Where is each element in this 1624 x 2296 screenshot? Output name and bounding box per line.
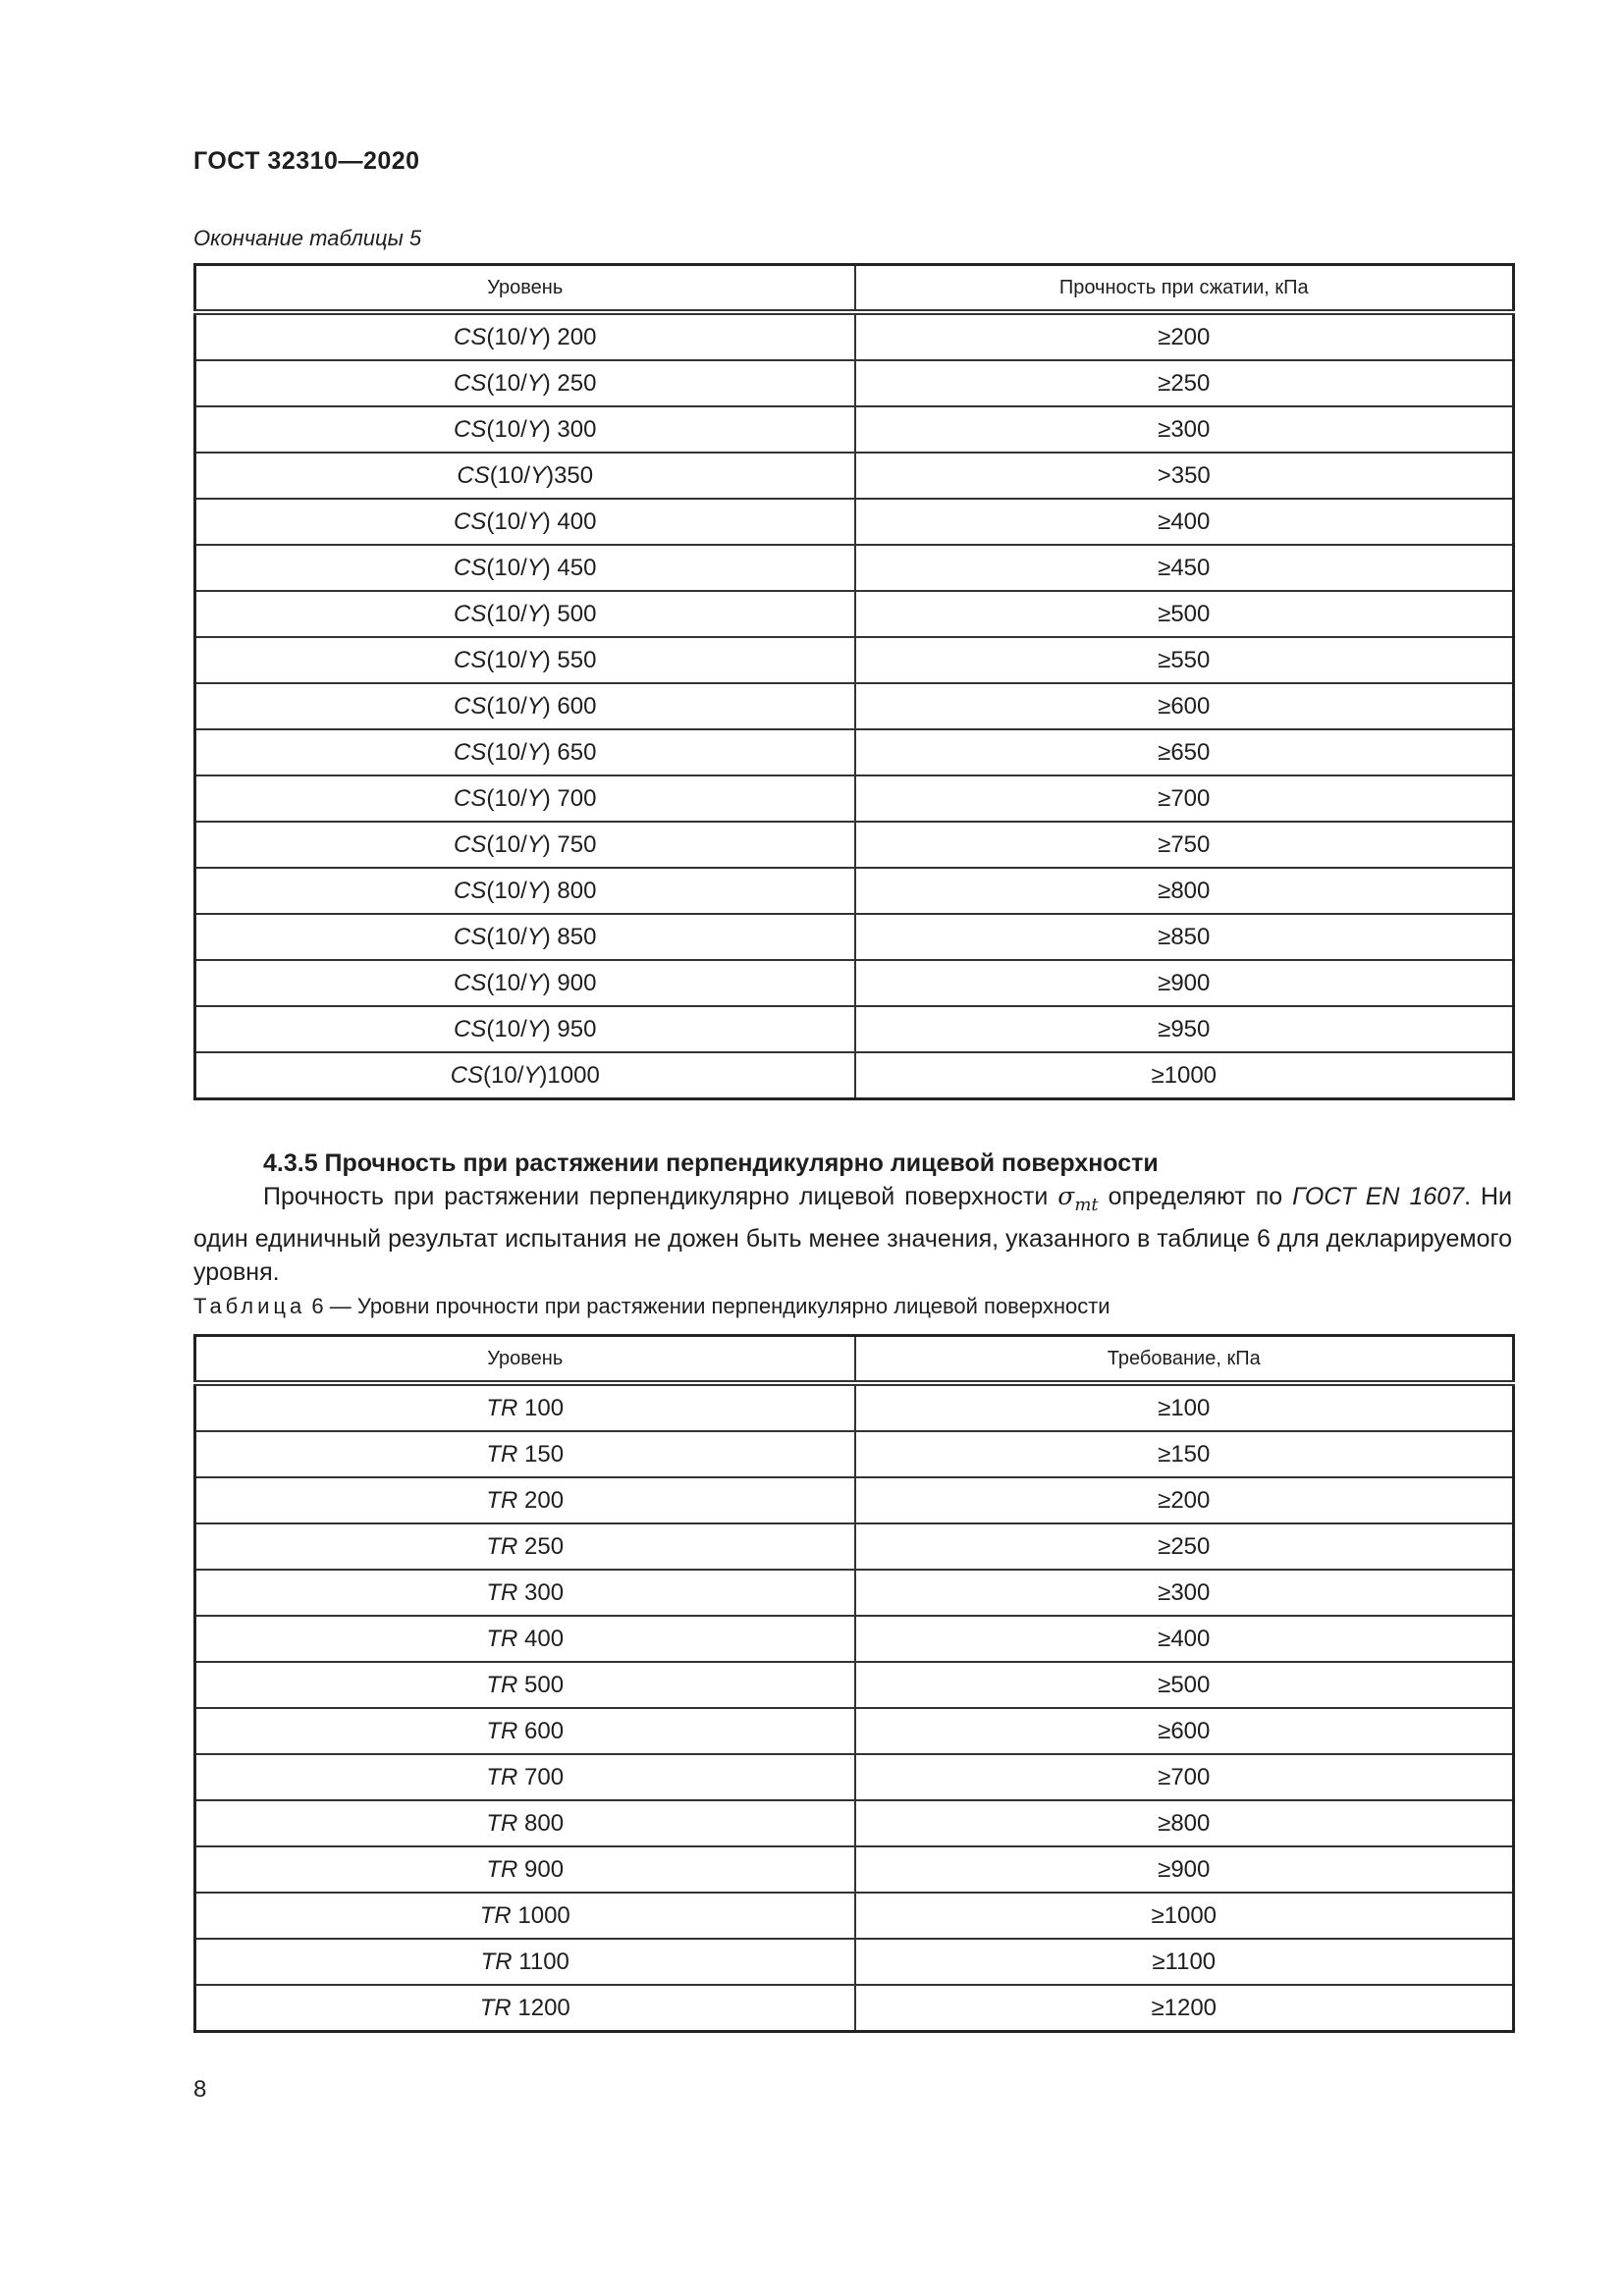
paragraph-text-2: определяют по	[1098, 1183, 1293, 1210]
value-cell: ≥800	[855, 1800, 1514, 1846]
table-row	[195, 312, 1514, 360]
value-cell: ≥1100	[855, 1939, 1514, 1985]
value-cell: ≥400	[855, 499, 1514, 545]
table-row	[195, 1893, 1514, 1939]
level-cell: CS(10/Y) 700	[195, 775, 855, 822]
value-cell: ≥600	[855, 1708, 1514, 1754]
level-cell: TR 900	[195, 1846, 855, 1893]
value-cell: ≥300	[855, 1570, 1514, 1616]
value-cell: ≥900	[855, 1846, 1514, 1893]
value-cell: ≥700	[855, 775, 1514, 822]
level-cell: CS(10/Y) 550	[195, 637, 855, 683]
table-row	[195, 729, 1514, 775]
table-row	[195, 868, 1514, 914]
level-cell: CS(10/Y) 750	[195, 822, 855, 868]
value-cell: ≥250	[855, 1523, 1514, 1570]
level-cell: TR 1100	[195, 1939, 855, 1985]
table-row	[195, 1708, 1514, 1754]
sigma-symbol: $\sigma_{mt}$	[1057, 1182, 1099, 1215]
value-cell: >350	[855, 453, 1514, 499]
level-cell: TR 600	[195, 1708, 855, 1754]
table-row	[195, 1523, 1514, 1570]
level-cell: CS(10/Y) 450	[195, 545, 855, 591]
value-cell: ≥950	[855, 1006, 1514, 1052]
table-row	[195, 1616, 1514, 1662]
value-cell: ≥150	[855, 1431, 1514, 1477]
table-row	[195, 1985, 1514, 2032]
table-row	[195, 1477, 1514, 1523]
value-cell: ≥800	[855, 868, 1514, 914]
table-5	[193, 263, 1515, 1100]
page-number: 8	[193, 2076, 207, 2103]
column-header-level: Уровень	[195, 265, 855, 313]
level-cell: TR 250	[195, 1523, 855, 1570]
column-header-level: Уровень	[195, 1336, 855, 1384]
level-cell: CS(10/Y) 400	[195, 499, 855, 545]
table-row	[195, 453, 1514, 499]
value-cell: ≥1000	[855, 1052, 1514, 1099]
value-cell: ≥550	[855, 637, 1514, 683]
level-cell: CS(10/Y) 300	[195, 406, 855, 453]
table-row	[195, 1939, 1514, 1985]
document-code: ГОСТ 32310—2020	[193, 147, 420, 175]
table6-caption-label: Таблица	[193, 1294, 306, 1318]
value-cell: ≥400	[855, 1616, 1514, 1662]
level-cell: CS(10/Y)350	[195, 453, 855, 499]
column-header-requirement: Требование, кПа	[855, 1336, 1514, 1384]
level-cell: CS(10/Y) 650	[195, 729, 855, 775]
table6-caption	[193, 1294, 1110, 1319]
table5-body	[195, 312, 1514, 1099]
value-cell: ≥1000	[855, 1893, 1514, 1939]
table-row	[195, 1662, 1514, 1708]
column-header-compressive-strength: Прочность при сжатии, кПа	[855, 265, 1514, 313]
table-row	[195, 822, 1514, 868]
table6-body	[195, 1383, 1514, 2032]
table-row	[195, 1052, 1514, 1099]
section-heading: 4.3.5 Прочность при растяжении перпендикулярно лицевой поверхности	[263, 1149, 1159, 1177]
level-cell: TR 1000	[195, 1893, 855, 1939]
level-cell: CS(10/Y) 900	[195, 960, 855, 1006]
level-cell: CS(10/Y) 950	[195, 1006, 855, 1052]
level-cell: TR 400	[195, 1616, 855, 1662]
table-row	[195, 1383, 1514, 1431]
level-cell: CS(10/Y) 600	[195, 683, 855, 729]
table-6	[193, 1334, 1515, 2033]
value-cell: ≥700	[855, 1754, 1514, 1800]
standard-reference: ГОСТ EN 1607	[1292, 1183, 1465, 1210]
table-row	[195, 1006, 1514, 1052]
level-cell: CS(10/Y) 250	[195, 360, 855, 406]
value-cell: ≥300	[855, 406, 1514, 453]
value-cell: ≥250	[855, 360, 1514, 406]
table-row	[195, 1754, 1514, 1800]
level-cell: TR 100	[195, 1383, 855, 1431]
value-cell: ≥900	[855, 960, 1514, 1006]
level-cell: TR 200	[195, 1477, 855, 1523]
value-cell: ≥450	[855, 545, 1514, 591]
level-cell: CS(10/Y) 500	[195, 591, 855, 637]
table-header-row	[195, 1336, 1514, 1384]
level-cell: CS(10/Y) 800	[195, 868, 855, 914]
table-row	[195, 1800, 1514, 1846]
table-row	[195, 499, 1514, 545]
level-cell: TR 300	[195, 1570, 855, 1616]
level-cell: CS(10/Y)1000	[195, 1052, 855, 1099]
table-row	[195, 1431, 1514, 1477]
value-cell: ≥100	[855, 1383, 1514, 1431]
value-cell: ≥750	[855, 822, 1514, 868]
section-paragraph	[193, 1180, 1512, 1289]
table-row	[195, 775, 1514, 822]
value-cell: ≥650	[855, 729, 1514, 775]
table-row	[195, 360, 1514, 406]
table-row	[195, 591, 1514, 637]
value-cell: ≥500	[855, 1662, 1514, 1708]
level-cell: TR 800	[195, 1800, 855, 1846]
value-cell: ≥850	[855, 914, 1514, 960]
level-cell: TR 150	[195, 1431, 855, 1477]
level-cell: TR 1200	[195, 1985, 855, 2032]
value-cell: ≥600	[855, 683, 1514, 729]
table-row	[195, 637, 1514, 683]
table6-caption-title: 6 — Уровни прочности при растяжении перпендикулярно лицевой поверхности	[305, 1294, 1110, 1318]
table-row	[195, 545, 1514, 591]
table-row	[195, 960, 1514, 1006]
table-row	[195, 683, 1514, 729]
paragraph-text-3: . Ни один единичный результат испытания не дожен быть менее значения, указанного в таблице 6 для декларируемого уровня.	[193, 1183, 1512, 1286]
value-cell: ≥1200	[855, 1985, 1514, 2032]
table-row	[195, 914, 1514, 960]
paragraph-text-1: Прочность при растяжении перпендикулярно лицевой поверхности	[263, 1183, 1058, 1210]
value-cell: ≥500	[855, 591, 1514, 637]
table-header-row	[195, 265, 1514, 313]
value-cell: ≥200	[855, 1477, 1514, 1523]
level-cell: TR 500	[195, 1662, 855, 1708]
level-cell: CS(10/Y) 200	[195, 312, 855, 360]
table-row	[195, 1570, 1514, 1616]
table-row	[195, 1846, 1514, 1893]
table5-caption: Окончание таблицы 5	[193, 226, 422, 250]
level-cell: TR 700	[195, 1754, 855, 1800]
table-row	[195, 406, 1514, 453]
level-cell: CS(10/Y) 850	[195, 914, 855, 960]
value-cell: ≥200	[855, 312, 1514, 360]
